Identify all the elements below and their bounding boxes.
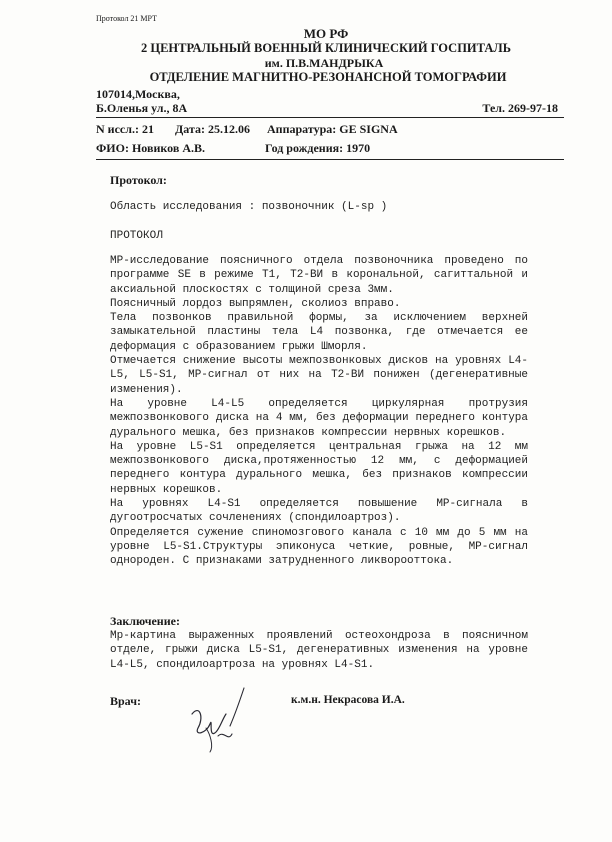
study-area: Область исследования : позвоночник (L-sp ) xyxy=(110,201,388,213)
apparatus: Аппаратура: GE SIGNA xyxy=(267,122,398,136)
protocol-paragraph: Поясничный лордоз выпрямлен, сколиоз вправо. xyxy=(110,297,401,310)
birth-year: Год рождения: 1970 xyxy=(265,141,371,155)
doctor-label: Врач: xyxy=(110,694,141,708)
doctor-name: к.м.н. Некрасова И.А. xyxy=(291,694,405,706)
protocol-paragraph: Определяется сужение спиномозгового канала с 10 мм до 5 мм на уровне L5-S1.Структуры эпиконуса четкие, ровные, МР-сигнал однороден. С признаками затрудненного ликворооттока. xyxy=(110,526,528,568)
address-street: Б.Оленья ул., 8А xyxy=(96,101,188,115)
protocol-paragraph: МР-исследование поясничного отдела позвоночника проведено по программе SE в режиме T1, T2-ВИ в корональной, сагиттальной и аксиальной плоскостях с толщиной среза 3мм. xyxy=(110,255,528,296)
conclusion-text: Мр-картина выраженных проявлений остеохондроза в поясничном отделе, грыжи диска L5-S1, дегенеративных изменения на уровне L4-L5, спондилоартроза на уровнях L4-S1. xyxy=(110,630,528,671)
protocol-paragraph: На уровне L5-S1 определяется центральная грыжа на 12 мм межпозвонкового диска,протяженностью 12 мм, с деформацией переднего контура дурального мешка, без признаков компрессии нервных корешков. xyxy=(110,440,528,496)
header-ministry: МО РФ xyxy=(303,26,349,41)
divider-bottom xyxy=(96,159,564,160)
protocol-paragraph: На уровнях L4-S1 определяется повышение МР-сигнала в дугоотросчатых сочленениях (спондилоартроз). xyxy=(110,498,528,525)
phone-number: Тел. 269-97-18 xyxy=(482,101,558,115)
protocol-paragraph: Тела позвонков правильной формы, за исключением верхней замыкательной пластины тела L4 позвонка, где отмечается ее деформация с образованием грыжи Шморля. xyxy=(110,312,528,353)
header-department: ОТДЕЛЕНИЕ МАГНИТНО-РЕЗОНАНСНОЙ ТОМОГРАФИИ xyxy=(149,70,507,84)
address-city: 107014,Москва, xyxy=(96,87,180,101)
divider-top xyxy=(96,117,564,118)
header-hospital-name: им. П.В.МАНДРЫКА xyxy=(264,56,384,70)
conclusion-heading: Заключение: xyxy=(110,614,180,628)
protocol-heading: Протокол: xyxy=(110,173,167,187)
protocol-paragraph: Отмечается снижение высоты межпозвонковых дисков на уровнях L4-L5, L5-S1, МР-сигнал от них на Т2-ВИ понижен (дегенеративные изменения). xyxy=(110,355,528,396)
protocol-body xyxy=(110,254,528,569)
header-hospital: 2 ЦЕНТРАЛЬНЫЙ ВОЕННЫЙ КЛИНИЧЕСКИЙ ГОСПИТАЛЬ xyxy=(141,41,511,55)
study-date: Дата: 25.12.06 xyxy=(175,122,250,136)
patient-name: ФИО: Новиков А.В. xyxy=(96,141,206,155)
corner-note: Протокол 21 МРТ xyxy=(96,14,157,23)
signature-icon xyxy=(186,684,266,754)
protocol-paragraph: На уровне L4-L5 определяется циркулярная протрузия межпозвонкового диска на 4 мм, без деформации переднего контура дурального мешка, без признаков компрессии нервных корешков. xyxy=(110,397,528,439)
protocol-subheading: ПРОТОКОЛ xyxy=(110,230,163,242)
study-number: N иссл.: 21 xyxy=(96,122,154,136)
